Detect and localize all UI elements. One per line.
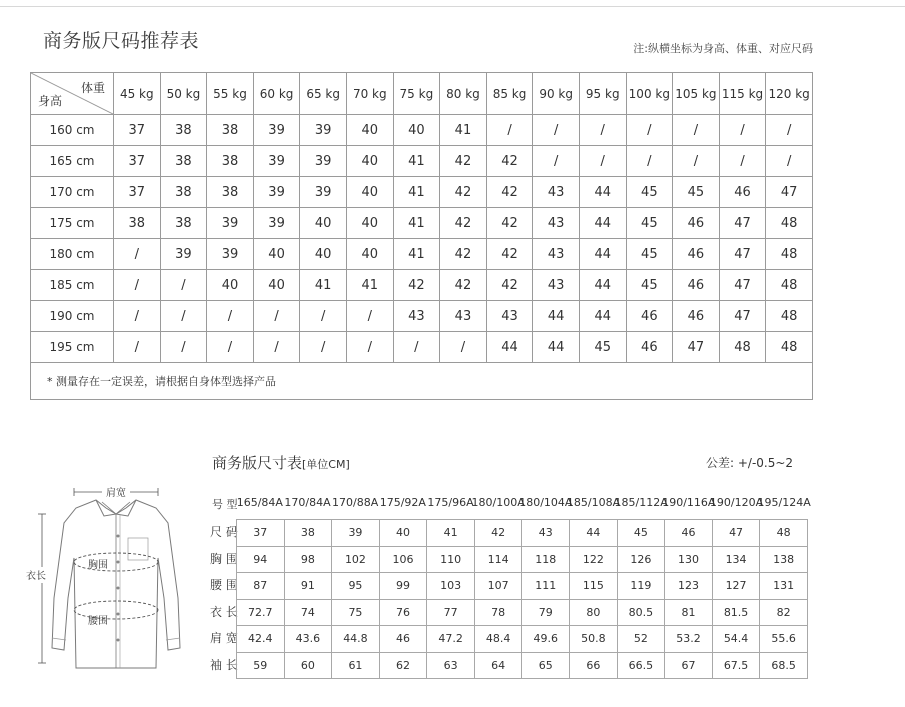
size-cell: 45 bbox=[626, 239, 673, 270]
size-cell: / bbox=[393, 332, 440, 363]
size-cell: 48 bbox=[766, 270, 813, 301]
size-cell: 46 bbox=[673, 270, 720, 301]
measurement-cell: 44 bbox=[570, 520, 618, 547]
size-cell: 40 bbox=[300, 239, 347, 270]
measurement-cell: 38 bbox=[284, 520, 332, 547]
size-cell: / bbox=[346, 332, 393, 363]
size-chart-bottom-line bbox=[236, 678, 808, 679]
size-cell: 44 bbox=[579, 301, 626, 332]
measurement-cell: 43 bbox=[522, 520, 570, 547]
size-cell: 42 bbox=[486, 146, 533, 177]
size-cell: 39 bbox=[207, 208, 254, 239]
measurement-cell: 78 bbox=[474, 599, 522, 626]
size-cell: 38 bbox=[207, 146, 254, 177]
measurement-cell: 95 bbox=[332, 573, 380, 600]
size-cell: 48 bbox=[766, 239, 813, 270]
size-cell: / bbox=[486, 115, 533, 146]
size-cell: 39 bbox=[300, 146, 347, 177]
height-header: 175 cm bbox=[31, 208, 114, 239]
shirt-measurement-diagram-icon bbox=[16, 478, 196, 678]
top-divider bbox=[0, 6, 905, 7]
size-cell: 47 bbox=[719, 239, 766, 270]
size-cell: 46 bbox=[719, 177, 766, 208]
size-cell: / bbox=[719, 146, 766, 177]
measurement-label: 衣 长 bbox=[210, 604, 238, 619]
size-cell: 46 bbox=[673, 239, 720, 270]
height-header: 165 cm bbox=[31, 146, 114, 177]
size-cell: 38 bbox=[160, 208, 207, 239]
measurement-cell: 91 bbox=[284, 573, 332, 600]
height-header: 170 cm bbox=[31, 177, 114, 208]
weight-header: 90 kg bbox=[533, 73, 580, 115]
measurement-cell: 76 bbox=[379, 599, 427, 626]
size-cell: 42 bbox=[486, 270, 533, 301]
measurement-label: 尺 码 bbox=[210, 525, 238, 539]
size-cell: / bbox=[579, 115, 626, 146]
size-cell: 38 bbox=[114, 208, 161, 239]
measurement-cell: 111 bbox=[522, 573, 570, 600]
size-cell: 48 bbox=[766, 301, 813, 332]
size-code: 185/112A bbox=[614, 496, 668, 509]
size-cell: 38 bbox=[207, 115, 254, 146]
measurement-label: 腰 围 bbox=[210, 578, 238, 592]
size-cell: 44 bbox=[579, 208, 626, 239]
measurement-cell: 55.6 bbox=[760, 626, 808, 653]
size-cell: 40 bbox=[207, 270, 254, 301]
measurement-cell: 81.5 bbox=[712, 599, 760, 626]
size-cell: 42 bbox=[440, 146, 487, 177]
size-code: 190/116A bbox=[662, 496, 716, 509]
size-cell: 40 bbox=[346, 146, 393, 177]
measurement-cell: 118 bbox=[522, 546, 570, 573]
weight-header: 60 kg bbox=[253, 73, 300, 115]
measurement-cell: 39 bbox=[332, 520, 380, 547]
weight-header: 70 kg bbox=[346, 73, 393, 115]
size-cell: / bbox=[766, 115, 813, 146]
waist-label: 腰围 bbox=[88, 616, 108, 627]
size-cell: / bbox=[300, 332, 347, 363]
size-cell: 42 bbox=[486, 208, 533, 239]
size-code: 170/84A bbox=[284, 496, 331, 509]
size-cell: 37 bbox=[114, 115, 161, 146]
table-row bbox=[31, 239, 813, 270]
table-row bbox=[237, 573, 808, 600]
height-header: 180 cm bbox=[31, 239, 114, 270]
size-cell: 48 bbox=[766, 208, 813, 239]
size-cell: / bbox=[673, 146, 720, 177]
size-chart-table bbox=[236, 519, 808, 679]
height-header: 160 cm bbox=[31, 115, 114, 146]
size-code: 185/108A bbox=[566, 496, 621, 509]
size-cell: 41 bbox=[440, 115, 487, 146]
size-cell: 39 bbox=[160, 239, 207, 270]
measurement-cell: 99 bbox=[379, 573, 427, 600]
size-code: 175/92A bbox=[379, 496, 426, 509]
measurement-cell: 45 bbox=[617, 520, 665, 547]
size-cell: / bbox=[207, 332, 254, 363]
weight-header: 100 kg bbox=[626, 73, 673, 115]
size-cell: 42 bbox=[440, 239, 487, 270]
measurement-cell: 72.7 bbox=[237, 599, 285, 626]
table-row bbox=[237, 520, 808, 547]
measurement-cell: 67.5 bbox=[712, 652, 760, 679]
axis-note: 注:纵横坐标为身高、体重、对应尺码 bbox=[633, 42, 813, 55]
measurement-cell: 48.4 bbox=[474, 626, 522, 653]
measurement-cell: 43.6 bbox=[284, 626, 332, 653]
measurement-cell: 59 bbox=[237, 652, 285, 679]
table-row bbox=[31, 146, 813, 177]
measurement-cell: 63 bbox=[427, 652, 475, 679]
size-cell: / bbox=[160, 270, 207, 301]
weight-header: 45 kg bbox=[114, 73, 161, 115]
measurement-cell: 42.4 bbox=[237, 626, 285, 653]
measurement-cell: 53.2 bbox=[665, 626, 713, 653]
measurement-cell: 80.5 bbox=[617, 599, 665, 626]
size-code: 190/120A bbox=[709, 496, 764, 509]
size-cell: / bbox=[300, 301, 347, 332]
size-cell: 42 bbox=[393, 270, 440, 301]
size-cell: 42 bbox=[440, 177, 487, 208]
size-cell: / bbox=[160, 332, 207, 363]
length-label: 衣长 bbox=[26, 571, 46, 582]
size-cell: / bbox=[160, 301, 207, 332]
measurement-cell: 106 bbox=[379, 546, 427, 573]
size-cell: 38 bbox=[160, 115, 207, 146]
measurement-cell: 123 bbox=[665, 573, 713, 600]
size-cell: 43 bbox=[440, 301, 487, 332]
measurement-cell: 47.2 bbox=[427, 626, 475, 653]
footnote: * 测量存在一定误差，请根据自身体型选择产品 bbox=[31, 363, 813, 400]
measurement-cell: 46 bbox=[665, 520, 713, 547]
weight-header: 85 kg bbox=[486, 73, 533, 115]
size-cell: 44 bbox=[533, 301, 580, 332]
size-cell: 42 bbox=[440, 208, 487, 239]
size-cell: 45 bbox=[626, 177, 673, 208]
measurement-cell: 119 bbox=[617, 573, 665, 600]
measurement-cell: 46 bbox=[379, 626, 427, 653]
weight-header: 75 kg bbox=[393, 73, 440, 115]
unit-label: [单位CM] bbox=[302, 458, 350, 471]
measurement-cell: 62 bbox=[379, 652, 427, 679]
size-cell: 42 bbox=[486, 239, 533, 270]
size-cell: 40 bbox=[253, 270, 300, 301]
measurement-cell: 65 bbox=[522, 652, 570, 679]
table-row bbox=[31, 177, 813, 208]
weight-axis-label: 体重 bbox=[80, 81, 105, 95]
size-cell: 39 bbox=[300, 115, 347, 146]
weight-header: 65 kg bbox=[300, 73, 347, 115]
size-cell: 45 bbox=[579, 332, 626, 363]
measurement-cell: 67 bbox=[665, 652, 713, 679]
size-code: 175/96A bbox=[427, 496, 474, 509]
size-cell: 47 bbox=[766, 177, 813, 208]
size-cell: 40 bbox=[253, 239, 300, 270]
measurement-cell: 60 bbox=[284, 652, 332, 679]
size-cell: 38 bbox=[160, 146, 207, 177]
size-cell: / bbox=[626, 115, 673, 146]
measurement-cell: 114 bbox=[474, 546, 522, 573]
measurement-cell: 126 bbox=[617, 546, 665, 573]
weight-header: 80 kg bbox=[440, 73, 487, 115]
size-cell: 43 bbox=[533, 270, 580, 301]
size-cell: / bbox=[626, 146, 673, 177]
measurement-cell: 131 bbox=[760, 573, 808, 600]
measurement-label: 袖 长 bbox=[210, 657, 238, 672]
table-row bbox=[31, 270, 813, 301]
measurement-cell: 103 bbox=[427, 573, 475, 600]
weight-header: 95 kg bbox=[579, 73, 626, 115]
size-cell: 42 bbox=[486, 177, 533, 208]
measurement-cell: 79 bbox=[522, 599, 570, 626]
measurement-cell: 87 bbox=[237, 573, 285, 600]
size-cell: 39 bbox=[253, 208, 300, 239]
size-cell: 39 bbox=[253, 177, 300, 208]
measurement-cell: 81 bbox=[665, 599, 713, 626]
size-cell: / bbox=[114, 239, 161, 270]
table-row bbox=[31, 208, 813, 239]
size-cell: 41 bbox=[346, 270, 393, 301]
size-cell: 46 bbox=[626, 301, 673, 332]
measurement-cell: 47 bbox=[712, 520, 760, 547]
size-cell: 40 bbox=[393, 115, 440, 146]
size-cell: 43 bbox=[533, 177, 580, 208]
height-header: 190 cm bbox=[31, 301, 114, 332]
measurement-cell: 50.8 bbox=[570, 626, 618, 653]
measurement-cell: 80 bbox=[570, 599, 618, 626]
measurement-cell: 75 bbox=[332, 599, 380, 626]
size-cell: 44 bbox=[533, 332, 580, 363]
size-code-header bbox=[210, 496, 810, 518]
size-cell: 39 bbox=[207, 239, 254, 270]
size-cell: 45 bbox=[673, 177, 720, 208]
size-cell: 44 bbox=[486, 332, 533, 363]
diagonal-header-cell bbox=[31, 73, 114, 115]
measurement-cell: 110 bbox=[427, 546, 475, 573]
measurement-cell: 130 bbox=[665, 546, 713, 573]
size-cell: / bbox=[253, 301, 300, 332]
size-cell: 41 bbox=[300, 270, 347, 301]
size-code: 180/100A bbox=[471, 496, 525, 509]
height-axis-label: 身高 bbox=[38, 94, 63, 108]
size-cell: 46 bbox=[626, 332, 673, 363]
size-cell: 41 bbox=[393, 177, 440, 208]
measurement-cell: 82 bbox=[760, 599, 808, 626]
size-cell: 41 bbox=[393, 208, 440, 239]
size-cell: / bbox=[533, 146, 580, 177]
size-cell: 47 bbox=[673, 332, 720, 363]
size-cell: / bbox=[114, 332, 161, 363]
size-cell: / bbox=[579, 146, 626, 177]
measurement-cell: 52 bbox=[617, 626, 665, 653]
size-cell: 43 bbox=[533, 239, 580, 270]
measurement-cell: 102 bbox=[332, 546, 380, 573]
size-cell: 46 bbox=[673, 301, 720, 332]
size-cell: 37 bbox=[114, 146, 161, 177]
table-row bbox=[237, 546, 808, 573]
size-cell: 41 bbox=[393, 146, 440, 177]
size-cell: 39 bbox=[300, 177, 347, 208]
measurement-label: 肩 宽 bbox=[210, 631, 238, 645]
size-cell: / bbox=[719, 115, 766, 146]
measurement-cell: 122 bbox=[570, 546, 618, 573]
table-row bbox=[31, 332, 813, 363]
weight-header: 50 kg bbox=[160, 73, 207, 115]
measurement-cell: 64 bbox=[474, 652, 522, 679]
measurement-cell: 49.6 bbox=[522, 626, 570, 653]
size-cell: / bbox=[346, 301, 393, 332]
size-cell: 37 bbox=[114, 177, 161, 208]
size-cell: 38 bbox=[160, 177, 207, 208]
size-cell: 46 bbox=[673, 208, 720, 239]
height-header: 185 cm bbox=[31, 270, 114, 301]
height-header: 195 cm bbox=[31, 332, 114, 363]
size-cell: 40 bbox=[346, 208, 393, 239]
size-cell: 44 bbox=[579, 239, 626, 270]
size-cell: / bbox=[253, 332, 300, 363]
chest-label: 胸围 bbox=[88, 560, 108, 571]
measurement-cell: 127 bbox=[712, 573, 760, 600]
size-code: 195/124A bbox=[757, 496, 811, 509]
size-cell: / bbox=[533, 115, 580, 146]
size-cell: 47 bbox=[719, 208, 766, 239]
measurement-cell: 37 bbox=[237, 520, 285, 547]
size-cell: 47 bbox=[719, 301, 766, 332]
measurement-cell: 61 bbox=[332, 652, 380, 679]
size-cell: 40 bbox=[346, 115, 393, 146]
size-cell: 44 bbox=[579, 177, 626, 208]
size-cell: 43 bbox=[486, 301, 533, 332]
size-cell: / bbox=[440, 332, 487, 363]
size-cell: 39 bbox=[253, 115, 300, 146]
size-recommendation-table bbox=[30, 72, 813, 400]
weight-header: 55 kg bbox=[207, 73, 254, 115]
size-cell: 47 bbox=[719, 270, 766, 301]
size-cell: / bbox=[673, 115, 720, 146]
size-cell: 41 bbox=[393, 239, 440, 270]
size-cell: 44 bbox=[579, 270, 626, 301]
measurement-cell: 41 bbox=[427, 520, 475, 547]
size-cell: / bbox=[114, 270, 161, 301]
tolerance-note: 公差: +/-0.5~2 bbox=[706, 456, 794, 470]
measurement-cell: 40 bbox=[379, 520, 427, 547]
measurement-cell: 107 bbox=[474, 573, 522, 600]
size-cell: / bbox=[766, 146, 813, 177]
table-row bbox=[31, 301, 813, 332]
size-cell: 43 bbox=[393, 301, 440, 332]
size-cell: 48 bbox=[766, 332, 813, 363]
measurement-cell: 66 bbox=[570, 652, 618, 679]
size-recommendation-title: 商务版尺码推荐表 bbox=[43, 30, 200, 52]
table-row bbox=[31, 115, 813, 146]
table-row bbox=[237, 626, 808, 653]
measurement-cell: 42 bbox=[474, 520, 522, 547]
size-cell: 42 bbox=[440, 270, 487, 301]
size-cell: 45 bbox=[626, 270, 673, 301]
size-cell: 43 bbox=[533, 208, 580, 239]
size-chart-title: 商务版尺寸表[单位CM] bbox=[212, 454, 350, 472]
weight-header: 120 kg bbox=[766, 73, 813, 115]
weight-header: 105 kg bbox=[673, 73, 720, 115]
measurement-label: 胸 围 bbox=[210, 551, 238, 566]
size-cell: 38 bbox=[207, 177, 254, 208]
measurement-cell: 68.5 bbox=[760, 652, 808, 679]
size-code: 165/84A bbox=[236, 496, 283, 509]
size-cell: / bbox=[114, 301, 161, 332]
measurement-cell: 138 bbox=[760, 546, 808, 573]
size-cell: 40 bbox=[300, 208, 347, 239]
size-cell: 48 bbox=[719, 332, 766, 363]
size-code-label: 号 型 bbox=[212, 498, 238, 511]
weight-header: 115 kg bbox=[719, 73, 766, 115]
size-cell: 45 bbox=[626, 208, 673, 239]
measurement-cell: 54.4 bbox=[712, 626, 760, 653]
size-cell: / bbox=[207, 301, 254, 332]
table-row bbox=[237, 652, 808, 679]
measurement-cell: 134 bbox=[712, 546, 760, 573]
size-cell: 39 bbox=[253, 146, 300, 177]
measurement-cell: 94 bbox=[237, 546, 285, 573]
measurement-cell: 115 bbox=[570, 573, 618, 600]
shoulder-label: 肩宽 bbox=[106, 488, 126, 499]
measurement-cell: 98 bbox=[284, 546, 332, 573]
size-cell: 40 bbox=[346, 239, 393, 270]
measurement-cell: 48 bbox=[760, 520, 808, 547]
table-row bbox=[237, 599, 808, 626]
measurement-cell: 44.8 bbox=[332, 626, 380, 653]
size-code: 180/104A bbox=[519, 496, 573, 509]
measurement-cell: 77 bbox=[427, 599, 475, 626]
size-code: 170/88A bbox=[332, 496, 379, 509]
measurement-cell: 66.5 bbox=[617, 652, 665, 679]
size-cell: 40 bbox=[346, 177, 393, 208]
measurement-cell: 74 bbox=[284, 599, 332, 626]
